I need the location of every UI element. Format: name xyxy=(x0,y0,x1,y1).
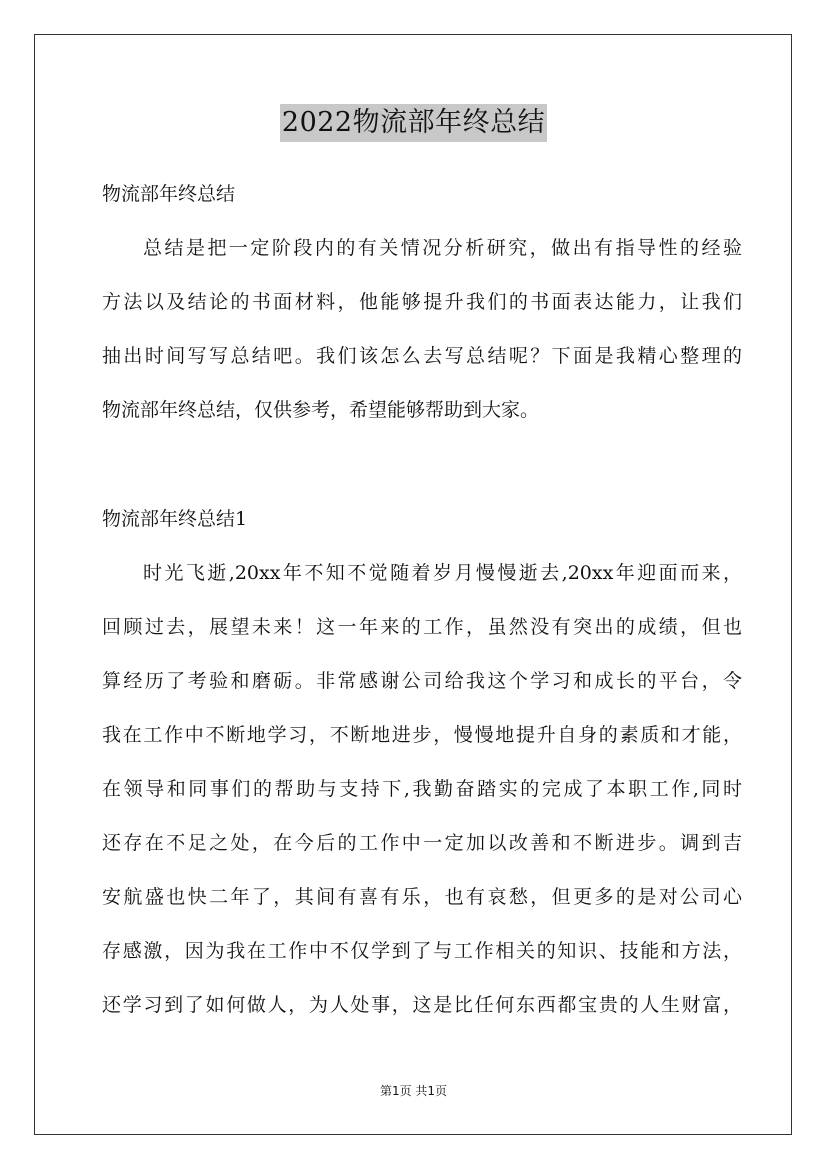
paragraph-line: 安航盛也快二年了，其间有喜有乐，也有哀愁，但更多的是对公司心 xyxy=(102,886,742,908)
paragraph-line: 在领导和同事们的帮助与支持下,我勤奋踏实的完成了本职工作,同时 xyxy=(102,778,742,800)
intro-line: 物流部年终总结，仅供参考，希望能够帮助到大家。 xyxy=(102,399,540,421)
page-footer: 第1页 共1页 xyxy=(379,1084,448,1098)
document-title: 2022物流部年终总结 xyxy=(280,104,547,142)
paragraph-line: 回顾过去，展望未来！这一年来的工作，虽然没有突出的成绩，但也 xyxy=(102,616,742,638)
section-heading: 物流部年终总结1 xyxy=(102,508,248,530)
paragraph-line: 还存在不足之处，在今后的工作中一定加以改善和不断进步。调到吉 xyxy=(102,832,742,854)
paragraph-line: 我在工作中不断地学习，不断地进步，慢慢地提升自身的素质和才能， xyxy=(102,724,742,746)
paragraph-line: 存感激，因为我在工作中不仅学到了与工作相关的知识、技能和方法， xyxy=(102,940,742,962)
paragraph-line: 算经历了考验和磨砺。非常感谢公司给我这个学习和成长的平台，令 xyxy=(102,670,742,692)
title-wrap xyxy=(0,104,827,142)
paragraph-line: 时光飞逝,20xx年不知不觉随着岁月慢慢逝去,20xx年迎面而来， xyxy=(143,562,742,584)
intro-line: 总结是把一定阶段内的有关情况分析研究，做出有指导性的经验 xyxy=(143,237,742,259)
paragraph-line: 还学习到了如何做人，为人处事，这是比任何东西都宝贵的人生财富， xyxy=(102,994,742,1016)
intro-line: 抽出时间写写总结吧。我们该怎么去写总结呢？下面是我精心整理的 xyxy=(102,345,742,367)
intro-line: 方法以及结论的书面材料，他能够提升我们的书面表达能力，让我们 xyxy=(102,291,742,313)
document-subtitle: 物流部年终总结 xyxy=(102,183,236,205)
